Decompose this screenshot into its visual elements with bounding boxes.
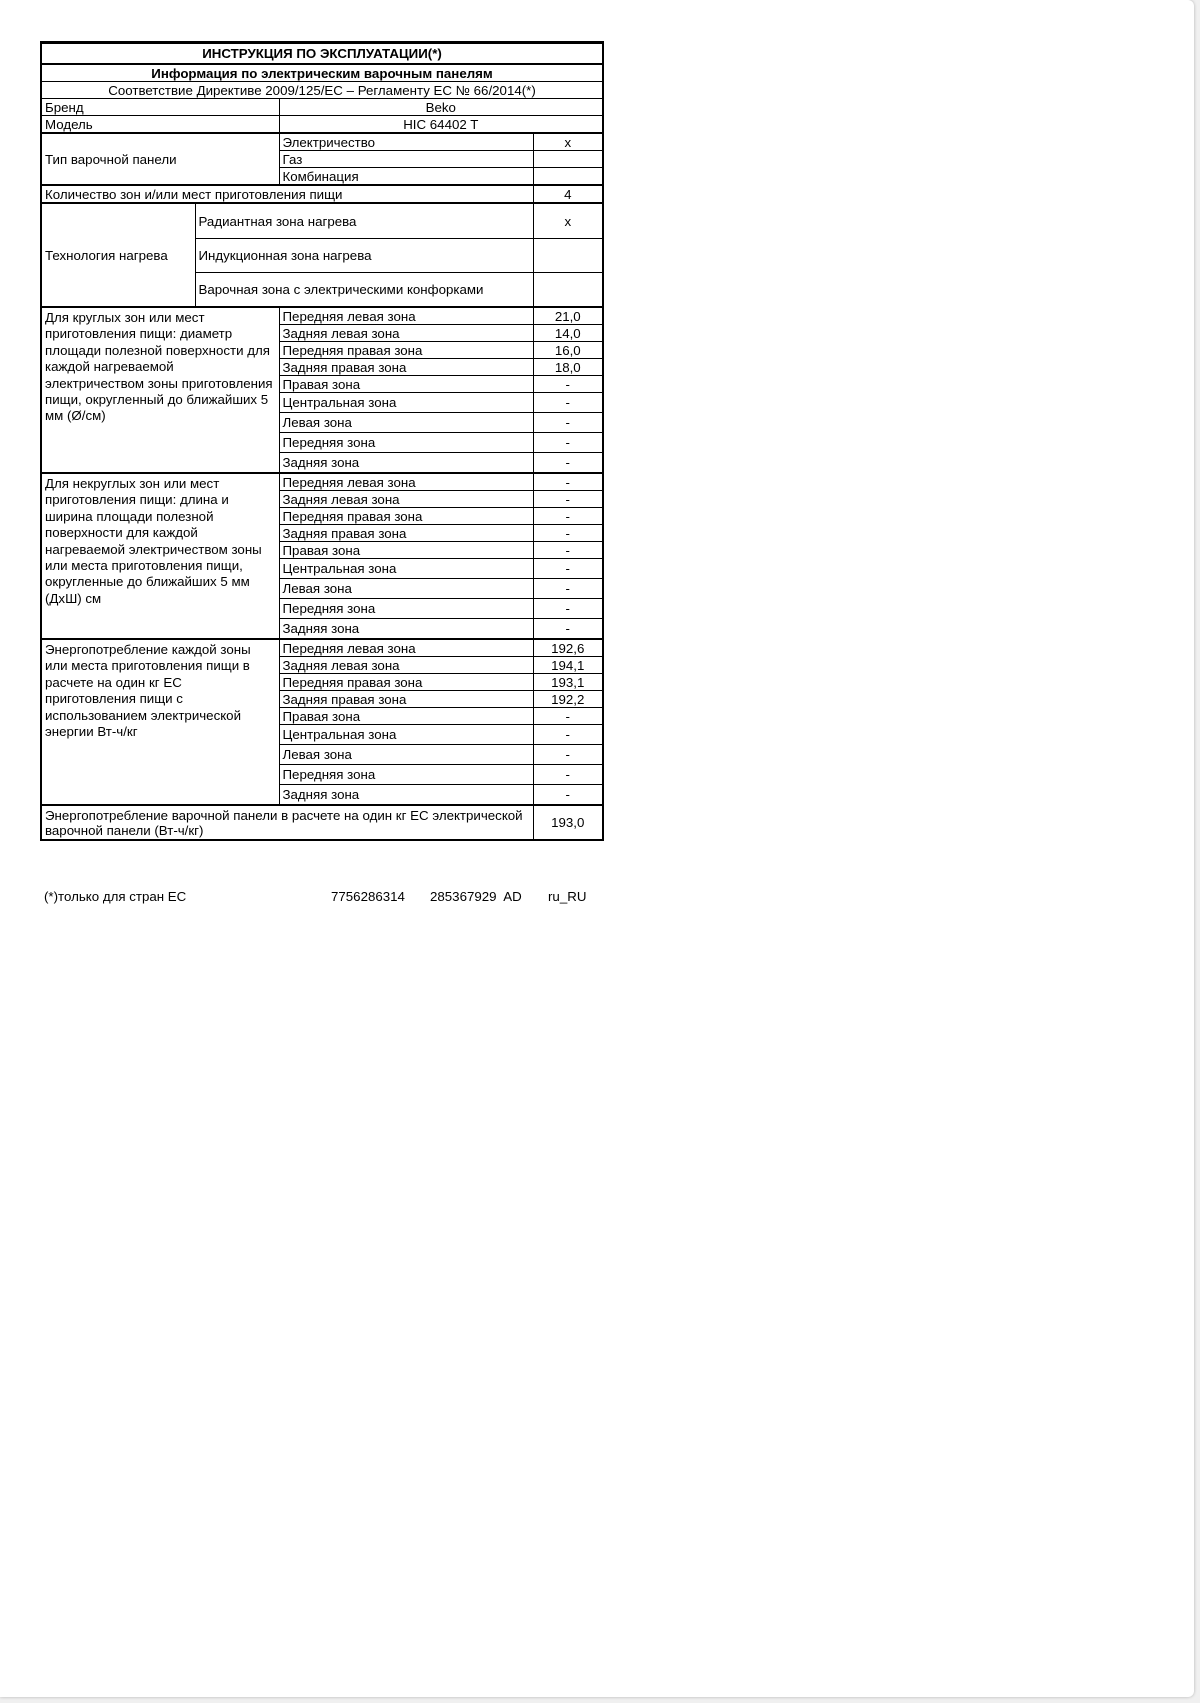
energy-zone-value: 192,2 bbox=[533, 691, 603, 708]
spec-table bbox=[40, 41, 604, 841]
directive-text: Соответствие Директиве 2009/125/ЕС – Регламенту ЕС № 66/2014(*) bbox=[41, 82, 603, 99]
energy-zone-value: - bbox=[533, 765, 603, 785]
brand-row bbox=[41, 99, 603, 116]
nonround-zone-name: Передняя зона bbox=[279, 599, 533, 619]
nonround-zone-row bbox=[41, 473, 603, 491]
energy-zone-row bbox=[41, 639, 603, 657]
round-zone-name: Задняя зона bbox=[279, 453, 533, 474]
hob-type-option: Электричество bbox=[279, 133, 533, 151]
energy-zone-name: Задняя зона bbox=[279, 785, 533, 806]
energy-zone-name: Передняя правая зона bbox=[279, 674, 533, 691]
energy-total-value: 193,0 bbox=[533, 805, 603, 840]
zones-count-value: 4 bbox=[533, 185, 603, 203]
heating-tech-label: Технология нагрева bbox=[41, 203, 195, 307]
energy-zone-value: 193,1 bbox=[533, 674, 603, 691]
model-value: HIC 64402 T bbox=[279, 116, 603, 134]
round-zone-name: Передняя зона bbox=[279, 433, 533, 453]
energy-zone-name: Задняя правая зона bbox=[279, 691, 533, 708]
nonround-zone-value: - bbox=[533, 619, 603, 640]
energy-zone-name: Передняя зона bbox=[279, 765, 533, 785]
round-zone-value: 21,0 bbox=[533, 307, 603, 325]
nonround-zone-name: Задняя правая зона bbox=[279, 525, 533, 542]
round-zone-name: Задняя правая зона bbox=[279, 359, 533, 376]
energy-zone-value: - bbox=[533, 708, 603, 725]
hob-type-value bbox=[533, 168, 603, 186]
round-zone-name: Правая зона bbox=[279, 376, 533, 393]
energy-zone-value: 194,1 bbox=[533, 657, 603, 674]
round-zone-name: Передняя правая зона bbox=[279, 342, 533, 359]
hob-type-value bbox=[533, 151, 603, 168]
title-row bbox=[41, 43, 603, 65]
heating-tech-value: x bbox=[533, 203, 603, 239]
nonround-zone-name: Задняя зона bbox=[279, 619, 533, 640]
heating-tech-value bbox=[533, 273, 603, 308]
round-zone-name: Задняя левая зона bbox=[279, 325, 533, 342]
round-zones-label: Для круглых зон или мест приготовления пищи: диаметр площади полезной поверхности для каждой нагреваемой электричеством зоны приготовления пищи, округленный до ближайших 5 мм (Ø/см) bbox=[41, 307, 279, 473]
document-title: ИНСТРУКЦИЯ ПО ЭКСПЛУАТАЦИИ(*) bbox=[41, 43, 603, 65]
round-zone-name: Передняя левая зона bbox=[279, 307, 533, 325]
round-zone-value: - bbox=[533, 393, 603, 413]
hob-type-row bbox=[41, 133, 603, 151]
subtitle-row bbox=[41, 64, 603, 82]
hob-type-option: Комбинация bbox=[279, 168, 533, 186]
round-zone-value: - bbox=[533, 453, 603, 474]
brand-label: Бренд bbox=[41, 99, 279, 116]
footer-locale: ru_RU bbox=[548, 889, 587, 904]
nonround-zone-value: - bbox=[533, 491, 603, 508]
brand-value: Beko bbox=[279, 99, 603, 116]
nonround-zone-name: Задняя левая зона bbox=[279, 491, 533, 508]
round-zone-value: 14,0 bbox=[533, 325, 603, 342]
energy-total-label: Энергопотребление варочной панели в расчете на один кг ЕС электрической варочной панели (Вт-ч/кг) bbox=[41, 805, 533, 840]
round-zone-value: 18,0 bbox=[533, 359, 603, 376]
heating-tech-option: Индукционная зона нагрева bbox=[195, 239, 533, 273]
energy-zone-value: 192,6 bbox=[533, 639, 603, 657]
round-zone-row bbox=[41, 307, 603, 325]
energy-zone-value: - bbox=[533, 725, 603, 745]
energy-zone-name: Правая зона bbox=[279, 708, 533, 725]
zones-count-row bbox=[41, 185, 603, 203]
footer-note: (*)только для стран ЕС bbox=[44, 889, 187, 904]
model-label: Модель bbox=[41, 116, 279, 134]
heating-tech-option: Радиантная зона нагрева bbox=[195, 203, 533, 239]
document-subtitle: Информация по электрическим варочным панелям bbox=[41, 64, 603, 82]
zones-count-label: Количество зон и/или мест приготовления пищи bbox=[41, 185, 533, 203]
round-zone-value: 16,0 bbox=[533, 342, 603, 359]
energy-zone-value: - bbox=[533, 745, 603, 765]
nonround-zone-name: Передняя правая зона bbox=[279, 508, 533, 525]
energy-zone-name: Передняя левая зона bbox=[279, 639, 533, 657]
hob-type-label: Тип варочной панели bbox=[41, 133, 279, 185]
nonround-zone-value: - bbox=[533, 579, 603, 599]
round-zone-value: - bbox=[533, 433, 603, 453]
model-row bbox=[41, 116, 603, 134]
round-zone-value: - bbox=[533, 376, 603, 393]
energy-zones-label: Энергопотребление каждой зоны или места приготовления пищи в расчете на один кг ЕС приготовления пищи с использованием электрической энергии Вт-ч/кг bbox=[41, 639, 279, 805]
footer-code-2: 285367929 AD bbox=[430, 889, 522, 904]
nonround-zone-value: - bbox=[533, 542, 603, 559]
heating-tech-option: Варочная зона с электрическими конфорками bbox=[195, 273, 533, 308]
nonround-zone-name: Левая зона bbox=[279, 579, 533, 599]
footer-code-1: 7756286314 bbox=[331, 889, 405, 904]
nonround-zone-name: Центральная зона bbox=[279, 559, 533, 579]
round-zone-name: Левая зона bbox=[279, 413, 533, 433]
round-zone-value: - bbox=[533, 413, 603, 433]
hob-type-option: Газ bbox=[279, 151, 533, 168]
nonround-zone-value: - bbox=[533, 473, 603, 491]
nonround-zones-label: Для некруглых зон или мест приготовления пищи: длина и ширина площади полезной поверхности для каждой нагреваемой электричеством зоны или места приготовления пищи, округленные до ближайших 5 мм (ДхШ) см bbox=[41, 473, 279, 639]
round-zone-name: Центральная зона bbox=[279, 393, 533, 413]
energy-zone-value: - bbox=[533, 785, 603, 806]
directive-row bbox=[41, 82, 603, 99]
nonround-zone-value: - bbox=[533, 525, 603, 542]
heating-tech-value bbox=[533, 239, 603, 273]
nonround-zone-name: Передняя левая зона bbox=[279, 473, 533, 491]
hob-type-value: x bbox=[533, 133, 603, 151]
nonround-zone-value: - bbox=[533, 599, 603, 619]
energy-zone-name: Центральная зона bbox=[279, 725, 533, 745]
energy-zone-name: Левая зона bbox=[279, 745, 533, 765]
nonround-zone-value: - bbox=[533, 508, 603, 525]
nonround-zone-value: - bbox=[533, 559, 603, 579]
nonround-zone-name: Правая зона bbox=[279, 542, 533, 559]
energy-zone-name: Задняя левая зона bbox=[279, 657, 533, 674]
heating-tech-row bbox=[41, 203, 603, 239]
energy-total-row bbox=[41, 805, 603, 840]
